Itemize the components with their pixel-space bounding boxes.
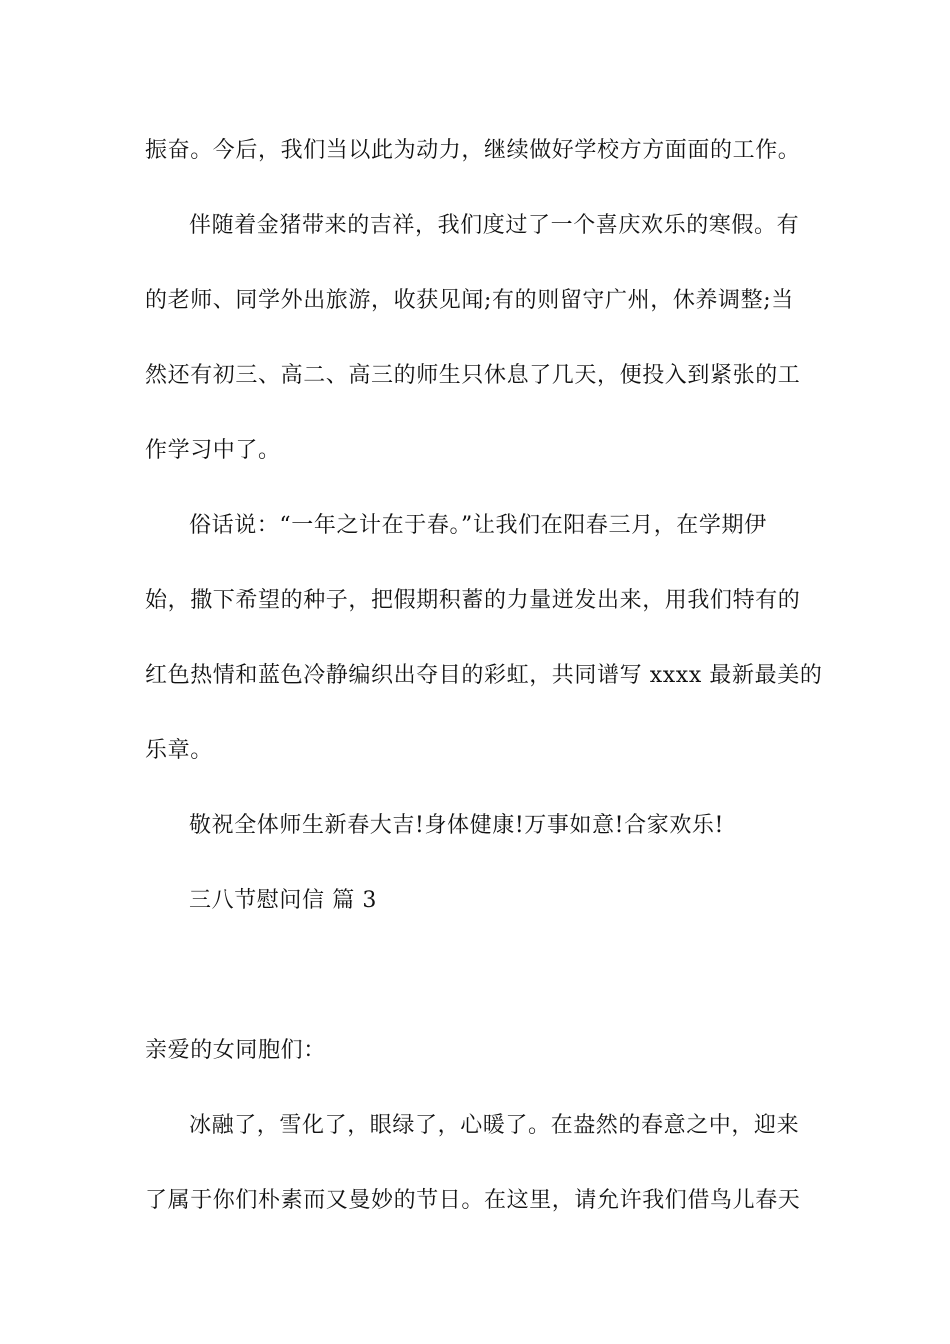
- section-heading: 三八节慰问信 篇 3: [189, 888, 377, 913]
- paragraph-line: 乐章。: [145, 738, 213, 763]
- paragraph-line: 了属于你们朴素而又曼妙的节日。在这里，请允许我们借鸟儿春天: [145, 1188, 801, 1213]
- paragraph-line: 然还有初三、高二、高三的师生只休息了几天，便投入到紧张的工: [145, 363, 801, 388]
- paragraph-line: 红色热情和蓝色冷静编织出夺目的彩虹，共同谱写 xxxx 最新最美的: [145, 663, 823, 688]
- paragraph-line: 冰融了，雪化了，眼绿了，心暖了。在盎然的春意之中，迎来: [189, 1113, 800, 1138]
- paragraph-line: 的老师、同学外出旅游，收获见闻;有的则留守广州，休养调整;当: [145, 288, 794, 313]
- paragraph-line: 振奋。今后，我们当以此为动力，继续做好学校方方面面的工作。: [145, 138, 801, 163]
- paragraph-line: 俗话说：“一年之计在于春。”让我们在阳春三月，在学期伊: [189, 513, 767, 538]
- paragraph-line: 敬祝全体师生新春大吉!身体健康!万事如意!合家欢乐!: [189, 813, 724, 838]
- paragraph-line: 始，撒下希望的种子，把假期积蓄的力量迸发出来，用我们特有的: [145, 588, 801, 613]
- paragraph-line: 伴随着金猪带来的吉祥，我们度过了一个喜庆欢乐的寒假。有: [189, 213, 800, 238]
- paragraph-line: 作学习中了。: [145, 438, 281, 463]
- salutation: 亲爱的女同胞们：: [145, 1038, 326, 1063]
